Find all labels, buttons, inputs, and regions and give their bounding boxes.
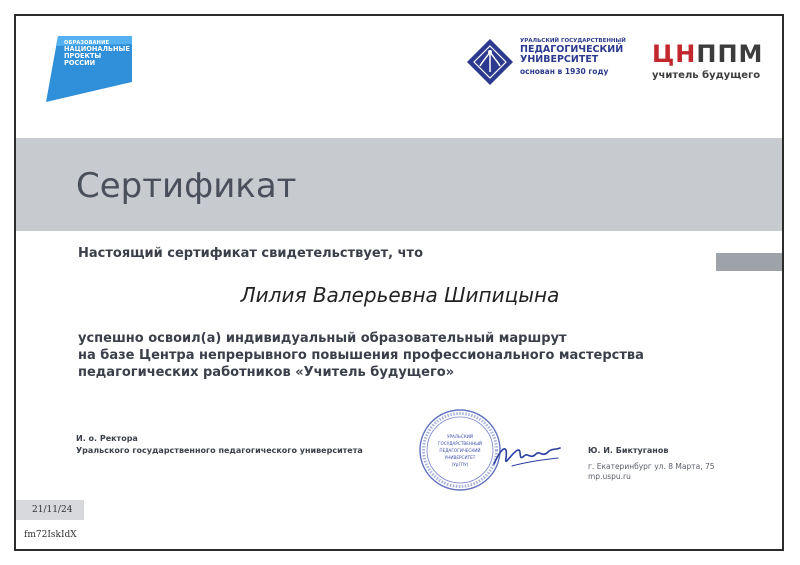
handwritten-signature bbox=[492, 438, 562, 472]
official-stamp bbox=[418, 408, 502, 492]
verification-code: fm72IskIdX bbox=[24, 530, 77, 540]
svg-text:ПЕДАГОГИЧЕСКИЙ: ПЕДАГОГИЧЕСКИЙ bbox=[439, 448, 481, 453]
signer-name: Ю. И. Биктуганов bbox=[588, 446, 669, 455]
cnppm-subtitle: учитель будущего bbox=[652, 70, 761, 81]
university-emblem-icon bbox=[466, 38, 514, 86]
national-projects-text: ОБРАЗОВАНИЕ НАЦИОНАЛЬНЫЕ ПРОЕКТЫ РОССИИ bbox=[64, 40, 130, 67]
university-name: УРАЛЬСКИЙ ГОСУДАРСТВЕННЫЙ ПЕДАГОГИЧЕСКИЙ УНИВЕРСИТЕТ основан в 1930 году bbox=[520, 38, 626, 76]
svg-text:ГОСУДАРСТВЕННЫЙ: ГОСУДАРСТВЕННЫЙ bbox=[437, 441, 483, 446]
rector-role: И. о. Ректора bbox=[76, 434, 138, 443]
intro-text: Настоящий сертификат свидетельствует, что bbox=[78, 246, 424, 261]
issue-date: 21/11/24 bbox=[32, 505, 73, 515]
cnppm-logo: ЦНППМ bbox=[652, 40, 764, 68]
certificate-title: Сертификат bbox=[76, 166, 297, 206]
rector-organization: Уральского государственного педагогического университета bbox=[76, 446, 363, 455]
svg-text:(УрГПУ): (УрГПУ) bbox=[451, 462, 469, 467]
svg-text:УРАЛЬСКИЙ: УРАЛЬСКИЙ bbox=[446, 434, 474, 439]
recipient-name: Лилия Валерьевна Шипицына bbox=[240, 283, 560, 307]
address: г. Екатеринбург ул. 8 Марта, 75 mp.uspu.ru bbox=[588, 462, 715, 481]
achievement-text: успешно освоил(а) индивидуальный образовательный маршрут на базе Центра непрерывного повышения профессионального мастерства педагогических работников «Учитель будущего» bbox=[78, 331, 644, 380]
svg-text:УНИВЕРСИТЕТ: УНИВЕРСИТЕТ bbox=[444, 455, 476, 460]
decorative-side-bar bbox=[716, 253, 782, 271]
